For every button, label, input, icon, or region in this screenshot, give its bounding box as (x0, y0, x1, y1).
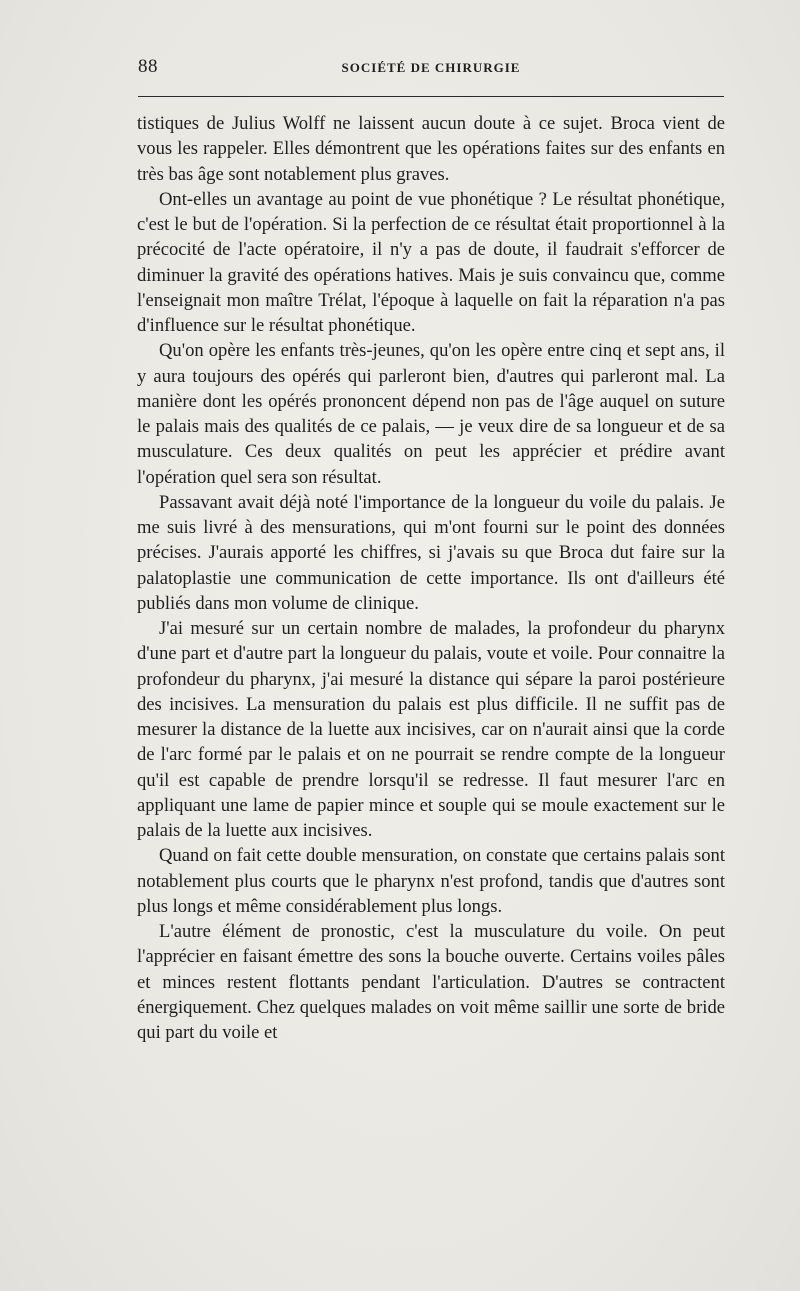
paragraph: Qu'on opère les enfants très-jeunes, qu'on les opère entre cinq et sept ans, il y aura toujours des opérés qui parleront bien, d'autres qui parleront mal. La manière dont les opérés prononcent dépend non pas de l'âge auquel on suture le palais mais des qualités de ce palais, — je veux dire de sa longueur et de sa musculature. Ces deux qualités on peut les apprécier et prédire avant l'opération quel sera son résultat. (137, 340, 725, 488)
paragraph: Quand on fait cette double mensuration, on constate que certains palais sont notablement plus courts que le pharynx n'est profond, tandis que d'autres sont plus longs et même considérablement plus longs. (137, 845, 725, 917)
paragraph: L'autre élément de pronostic, c'est la musculature du voile. On peut l'apprécier en faisant émettre des sons la bouche ouverte. Certains voiles pâles et minces restent flottants pendant l'articulation. D'autres se contractent énergiquement. Chez quelques malades on voit même saillir une sorte de bride qui part du voile et (137, 921, 725, 1043)
paragraph: Passavant avait déjà noté l'importance de la longueur du voile du palais. Je me suis livré à des mensurations, qui m'ont fourni sur le point des données précises. J'aurais apporté les chiffres, si j'avais su que Broca dut faire sur la palatoplastie une communication de cette importance. Ils ont d'ailleurs été publiés dans mon volume de clinique. (137, 491, 725, 614)
paragraph: J'ai mesuré sur un certain nombre de malades, la profondeur du pharynx d'une part et d'autre part la longueur du palais, voute et voile. Pour connaitre la profondeur du pharynx, j'ai mesuré la distance qui sépare la paroi postérieure des incisives. La mensuration du palais est plus difficile. Il ne suffit pas de mesurer la distance de la luette aux incisives, car on n'aurait ainsi que la corde de l'arc formé par le palais et on ne pourrait se rendre compte de la longueur qu'il est capable de prendre lorsqu'il se redresse. Il faut mesurer l'arc en appliquant une lame de papier mince et souple qui se moule exactement sur le palais de la luette aux incisives. (137, 618, 725, 841)
page-number: 88 (138, 56, 158, 77)
paragraph: Ont-elles un avantage au point de vue phonétique ? Le résultat phonétique, c'est le but de l'opération. Si la perfection de ce résultat était proportionnel à la précocité de l'acte opératoire, il n'y a pas de doute, il faudrait s'efforcer de diminuer la gravité des opérations hatives. Mais je suis convaincu que, comme l'enseignait mon maître Trélat, l'époque à laquelle on fait la réparation n'a pas d'influence sur le résultat phonétique. (137, 188, 725, 336)
body-text (137, 111, 725, 1045)
header-rule (138, 96, 724, 97)
paragraph-continued: tistiques de Julius Wolff ne laissent aucun doute à ce sujet. Broca vient de vous les rappeler. Elles démontrent que les opérations faites sur des enfants en très bas âge sont notablement plus graves. (137, 113, 725, 185)
running-head: SOCIÉTÉ DE CHIRURGIE (341, 60, 521, 75)
page-header (138, 56, 724, 84)
